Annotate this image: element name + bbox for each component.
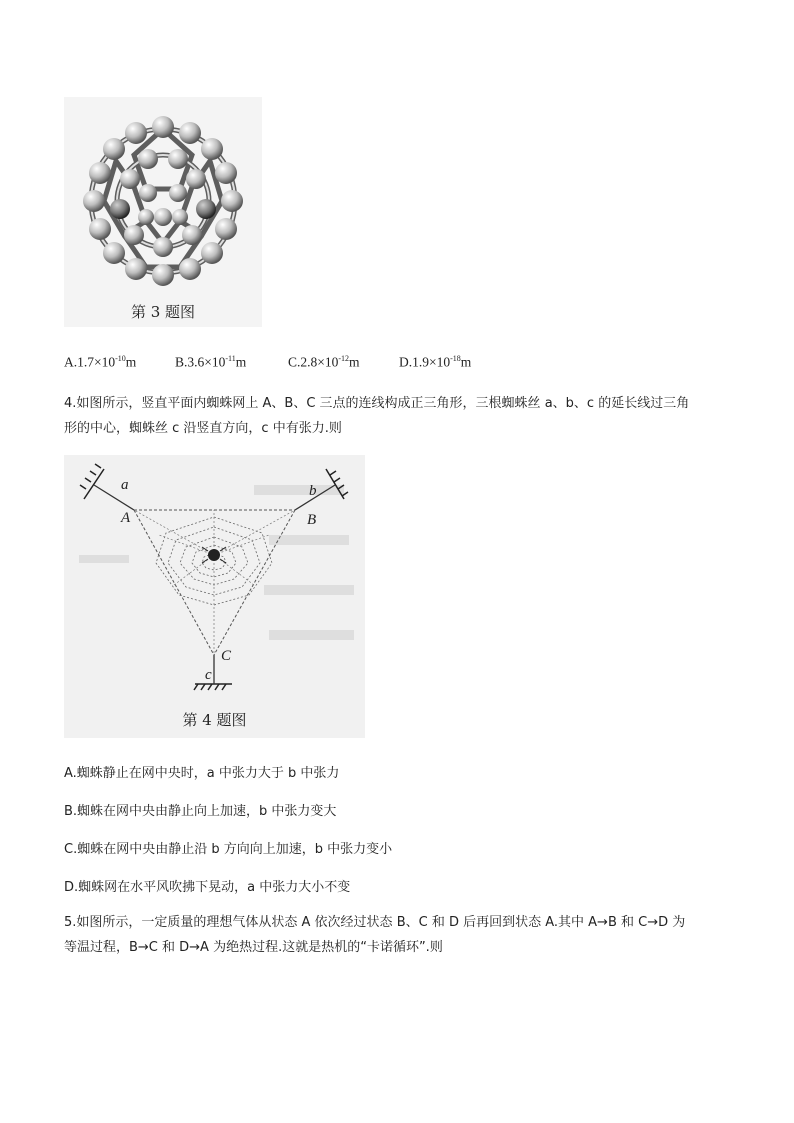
figure-3 — [64, 97, 262, 327]
figure-4-caption: 第 4 题图 — [182, 711, 247, 729]
spider-web-diagram — [64, 455, 365, 705]
question-4-stem-line-2: 形的中心，蜘蛛丝 c 沿竖直方向，c 中有张力.则 — [64, 421, 342, 436]
figure-4 — [64, 455, 365, 738]
label-point-C: C — [221, 648, 232, 664]
question-5-stem-line-2: 等温过程，B→C 和 D→A 为绝热过程.这就是热机的“卡诺循环”.则 — [64, 940, 443, 955]
q3-option-c: $C.2.8\times 10^{-12}m$ — [288, 354, 360, 370]
q4-option-a: A.蜘蛛静止在网中央时，a 中张力大于 b 中张力 — [64, 766, 340, 781]
question-3-options — [64, 354, 724, 374]
q3-option-d: $D.1.9\times 10^{-18}m$ — [399, 354, 472, 370]
label-thread-b: b — [309, 483, 317, 499]
question-5-stem-line-1: 5.如图所示，一定质量的理想气体从状态 A 依次经过状态 B、C 和 D 后再回到状态 A.其中 A→B 和 C→D 为 — [64, 915, 686, 930]
spider-icon — [208, 549, 220, 561]
q3-option-a: $A.1.7\times 10^{-10}m$ — [64, 354, 137, 370]
label-thread-a: a — [121, 477, 129, 493]
figure-3-caption: 第 3 题图 — [130, 303, 196, 321]
q4-option-c: C.蜘蛛在网中央由静止沿 b 方向向上加速，b 中张力变小 — [64, 842, 393, 857]
question-5-stem — [64, 910, 732, 960]
q4-option-d: D.蜘蛛网在水平风吹拂下晃动，a 中张力大小不变 — [64, 880, 351, 895]
label-thread-c: c — [205, 667, 212, 683]
label-point-B: B — [307, 512, 317, 528]
q3-option-b: $B.3.6\times 10^{-11}m$ — [175, 354, 247, 370]
question-4-stem-line-1: 4.如图所示，竖直平面内蜘蛛网上 A、B、C 三点的连线构成正三角形，三根蜘蛛丝 a、b、c 的延长线过三角 — [64, 396, 690, 411]
question-4-stem — [64, 391, 732, 441]
q4-option-b: B.蜘蛛在网中央由静止向上加速，b 中张力变大 — [64, 804, 337, 819]
label-point-A: A — [121, 510, 131, 526]
fullerene-molecule-image — [64, 97, 262, 302]
